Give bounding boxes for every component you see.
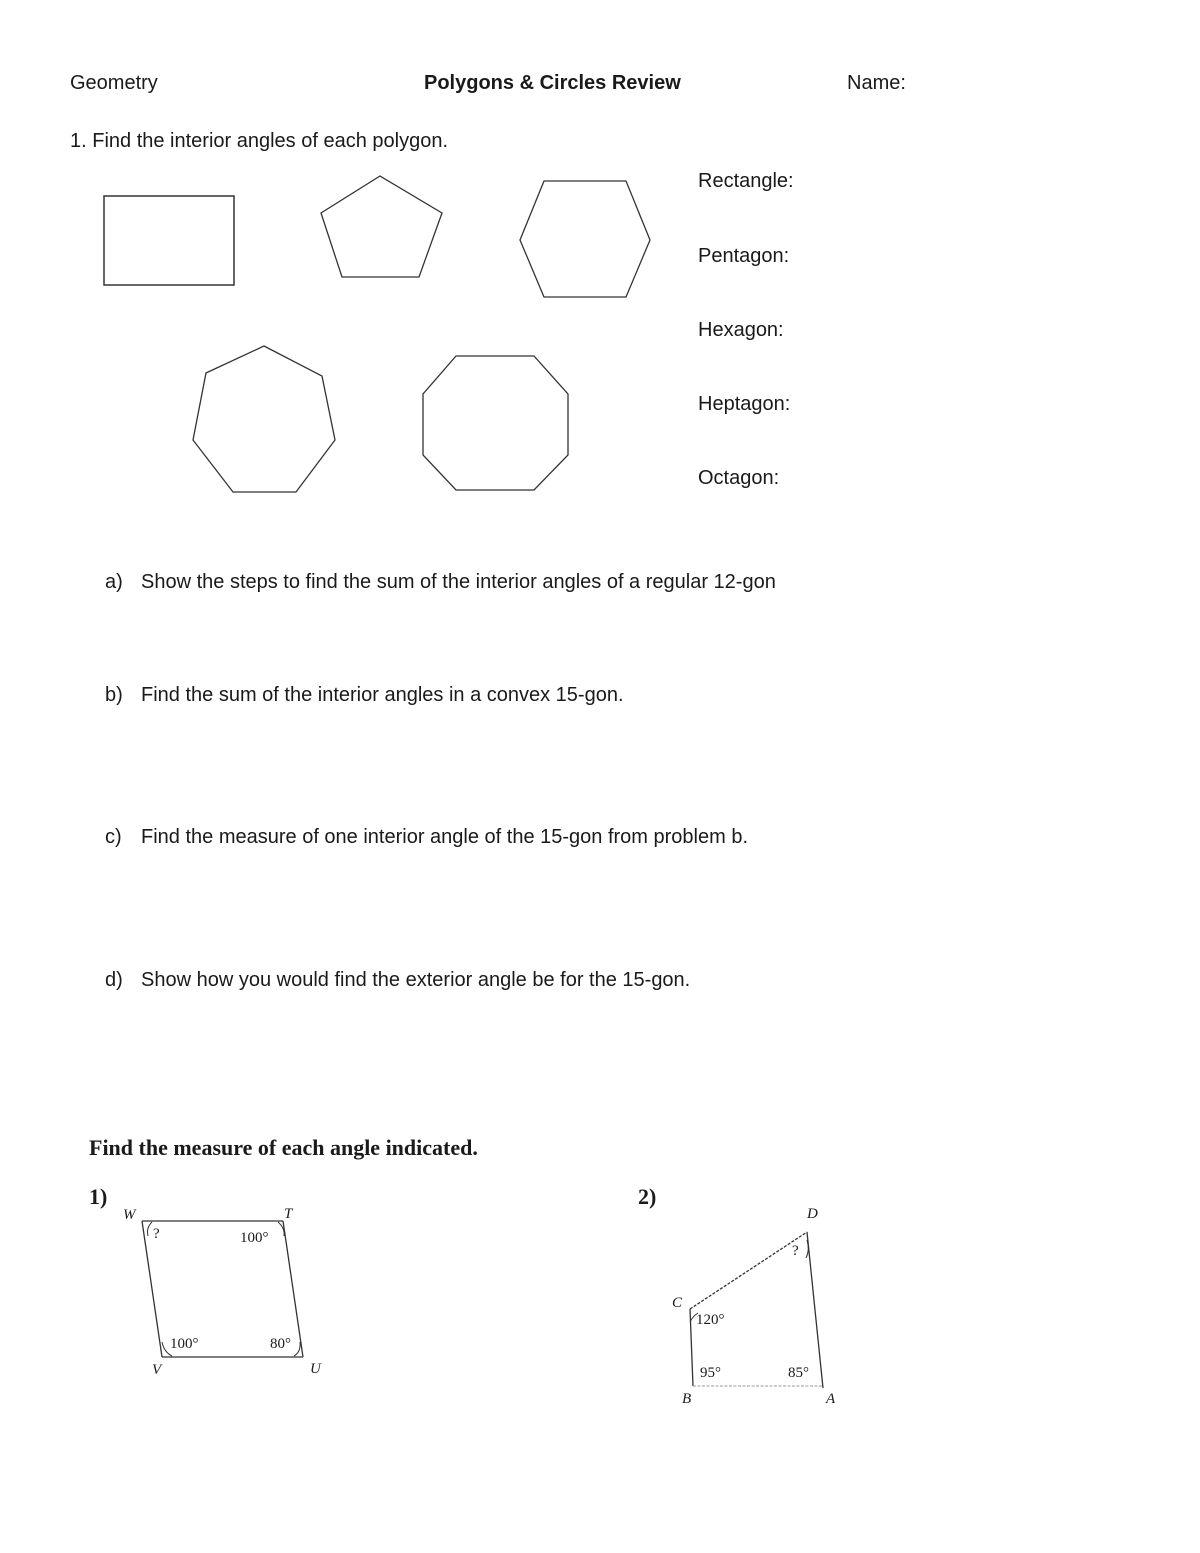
octagon-label: Octagon: [698,467,780,489]
angle-a-value: 85° [788,1365,809,1381]
part-d-letter: d) [105,969,123,991]
name-label: Name: [847,72,906,94]
pentagon-label: Pentagon: [698,245,790,267]
page-title: Polygons & Circles Review [424,72,681,94]
rectangle-label: Rectangle: [698,170,794,192]
vertex-u-label: U [310,1361,321,1377]
angle-t-value: 100° [240,1230,269,1246]
problem-1-number: 1) [89,1184,108,1209]
heptagon-label: Heptagon: [698,393,791,415]
angle-v-value: 100° [170,1336,199,1352]
angle-d-value: ? [792,1243,799,1259]
angle-w-value: ? [153,1226,160,1242]
angle-b-value: 95° [700,1365,721,1381]
course-name: Geometry [70,72,158,94]
part-a-letter: a) [105,571,123,593]
part-d-text: Show how you would find the exterior angle be for the 15-gon. [141,969,691,991]
vertex-c-label: C [672,1295,683,1311]
vertex-w-label: W [123,1207,136,1223]
hexagon-label: Hexagon: [698,319,784,341]
angle-u-value: 80° [270,1336,291,1352]
problem-2-number: 2) [638,1184,657,1209]
question-1-prompt: 1. Find the interior angles of each polygon. [70,130,449,152]
vertex-v-label: V [152,1362,162,1378]
part-c-text: Find the measure of one interior angle of the 15-gon from problem b. [141,826,749,848]
section-2-heading: Find the measure of each angle indicated. [89,1135,478,1160]
vertex-t-label: T [284,1206,293,1222]
vertex-b-label: B [682,1391,692,1407]
vertex-d-label: D [807,1206,818,1222]
angle-c-value: 120° [696,1312,725,1328]
part-b-text: Find the sum of the interior angles in a convex 15-gon. [141,684,624,706]
part-c-letter: c) [105,826,122,848]
vertex-a-label: A [826,1391,836,1407]
part-b-letter: b) [105,684,123,706]
part-a-text: Show the steps to find the sum of the interior angles of a regular 12-gon [141,571,776,593]
